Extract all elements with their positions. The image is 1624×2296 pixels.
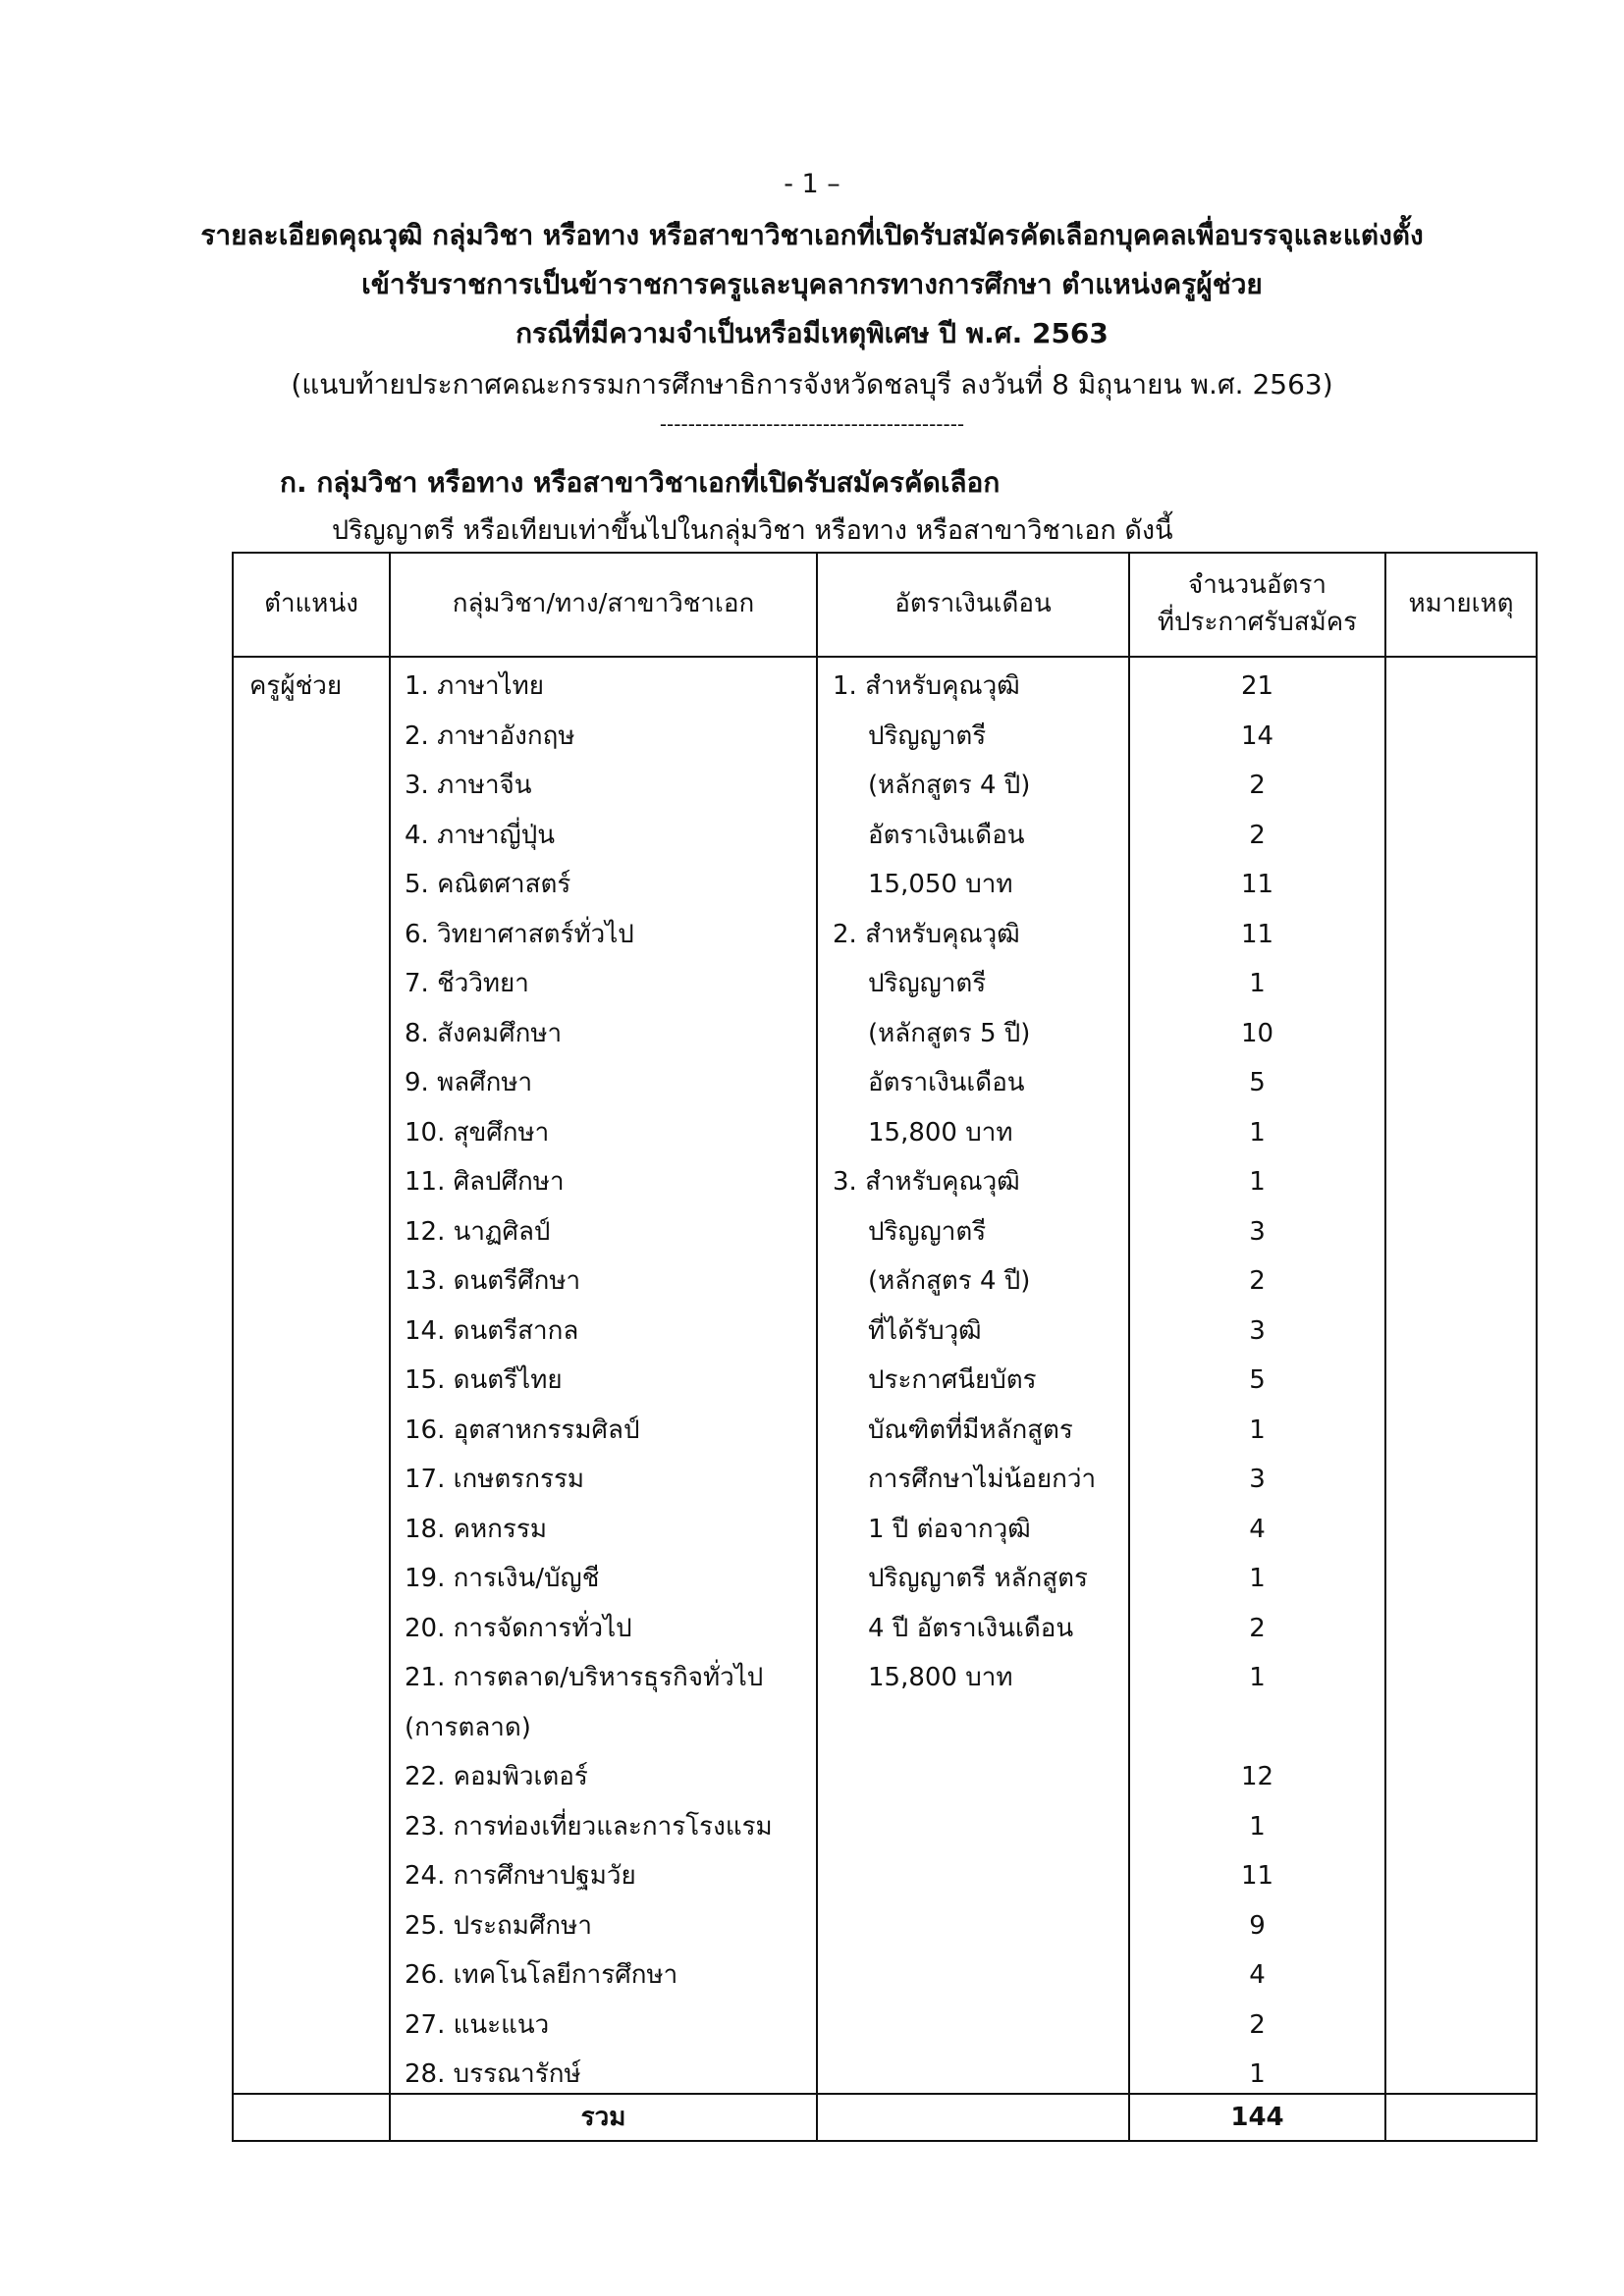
- document-title-line-3: กรณีที่มีความจำเป็นหรือมีเหตุพิเศษ ปี พ.ศ. 2563: [515, 317, 1109, 349]
- header-remark: [1386, 552, 1536, 658]
- position-cell: ครูผู้ช่วย: [249, 671, 343, 701]
- divider-line: -------------------------------------------: [659, 412, 965, 436]
- subject-item: 20. การจัดการทั่วไป: [405, 1613, 632, 1643]
- salary-line: 15,050 บาท: [868, 870, 1013, 899]
- header-salary: [818, 552, 1128, 658]
- document-title-line-1: รายละเอียดคุณวุฒิ กลุ่มวิชา หรือทาง หรือสาขาวิชาเอกที่เปิดรับสมัครคัดเลือกบุคคลเพื่อบรรจุและแต่งตั้ง: [200, 219, 1424, 251]
- subject-item: 14. ดนตรีสากล: [405, 1315, 579, 1346]
- subject-item: 28. บรรณารักษ์: [405, 2059, 581, 2089]
- count-value: 4: [1249, 1514, 1266, 1544]
- count-value: 11: [1240, 1861, 1274, 1891]
- subject-item: 12. นาฏศิลป์: [405, 1216, 551, 1247]
- count-value: 9: [1249, 1910, 1266, 1941]
- subject-item: 16. อุตสาหกรรมศิลป์: [405, 1415, 640, 1445]
- header-count-label-2: ที่ประกาศรับสมัคร: [1157, 608, 1358, 637]
- subject-item: 5. คณิตศาสตร์: [405, 870, 571, 899]
- column-divider: [1384, 552, 1386, 2142]
- count-value: 2: [1249, 820, 1266, 850]
- header-salary-label: อัตราเงินเดือน: [894, 589, 1052, 619]
- header-subject: [391, 552, 816, 658]
- salary-line: บัณฑิตที่มีหลักสูตร: [868, 1415, 1073, 1445]
- announcement-reference: (แนบท้ายประกาศคณะกรรมการศึกษาธิการจังหวัดชลบุรี ลงวันที่ 8 มิถุนายน พ.ศ. 2563): [291, 368, 1333, 400]
- salary-line: ปริญญาตรี: [868, 721, 987, 751]
- salary-line: ปริญญาตรี: [868, 969, 987, 998]
- count-value: 1: [1249, 1167, 1266, 1197]
- subject-item: 27. แนะแนว: [405, 2009, 550, 2040]
- count-value: 1: [1249, 1811, 1266, 1842]
- count-value: 12: [1240, 1762, 1274, 1791]
- salary-line: 1 ปี ต่อจากวุฒิ: [868, 1514, 1031, 1544]
- page-number: - 1 –: [784, 169, 840, 199]
- header-position: [234, 552, 389, 658]
- subject-item: 6. วิทยาศาสตร์ทั่วไป: [405, 919, 634, 949]
- salary-line: 4 ปี อัตราเงินเดือน: [868, 1613, 1074, 1643]
- subject-item: 15. ดนตรีไทย: [405, 1365, 563, 1395]
- count-value: 5: [1249, 1365, 1266, 1395]
- count-value: 1: [1249, 1117, 1266, 1148]
- salary-line: 2. สำหรับคุณวุฒิ: [833, 919, 1020, 949]
- count-value: 3: [1249, 1315, 1266, 1346]
- subject-item: 1. ภาษาไทย: [405, 671, 544, 701]
- salary-line: การศึกษาไม่น้อยกว่า: [868, 1465, 1097, 1494]
- salary-line: 15,800 บาท: [868, 1117, 1013, 1148]
- salary-line: 3. สำหรับคุณวุฒิ: [833, 1167, 1020, 1197]
- count-value: 10: [1240, 1018, 1274, 1048]
- salary-line: (หลักสูตร 5 ปี): [868, 1018, 1031, 1048]
- subject-item: 25. ประถมศึกษา: [405, 1910, 592, 1941]
- subject-item: 26. เทคโนโลยีการศึกษา: [405, 1960, 678, 1990]
- subject-item: 18. คหกรรม: [405, 1514, 547, 1544]
- subject-item: 9. พลศึกษา: [405, 1068, 533, 1097]
- document-title-line-2: เข้ารับราชการเป็นข้าราชการครูและบุคลากรทางการศึกษา ตำแหน่งครูผู้ช่วย: [361, 268, 1263, 300]
- count-value: 5: [1249, 1068, 1266, 1097]
- subject-item: 8. สังคมศึกษา: [405, 1018, 563, 1048]
- subject-item: 22. คอมพิวเตอร์: [405, 1762, 588, 1791]
- salary-line: (หลักสูตร 4 ปี): [868, 1266, 1031, 1296]
- total-count: 144: [1230, 2103, 1284, 2132]
- column-divider: [816, 552, 818, 2142]
- subject-item: 17. เกษตรกรรม: [405, 1465, 585, 1494]
- subject-item: 11. ศิลปศึกษา: [405, 1167, 565, 1197]
- subject-item: 3. ภาษาจีน: [405, 771, 532, 800]
- count-value: 3: [1249, 1216, 1266, 1247]
- subject-item: 2. ภาษาอังกฤษ: [405, 721, 575, 751]
- count-value: 2: [1249, 771, 1266, 800]
- subject-item: 4. ภาษาญี่ปุ่น: [405, 820, 555, 850]
- count-value: 2: [1249, 2009, 1266, 2040]
- salary-line: ที่ได้รับวุฒิ: [868, 1315, 982, 1346]
- positions-table: [232, 552, 1538, 2142]
- count-value: 3: [1249, 1465, 1266, 1494]
- table-border-right: [1536, 552, 1538, 2142]
- subject-item: 24. การศึกษาปฐมวัย: [405, 1861, 636, 1891]
- section-description: ปริญญาตรี หรือเทียบเท่าขึ้นไปในกลุ่มวิชา หรือทาง หรือสาขาวิชาเอก ดังนี้: [332, 515, 1173, 546]
- count-value: 2: [1249, 1613, 1266, 1643]
- subject-item: (การตลาด): [405, 1712, 531, 1742]
- header-count-label-1: จำนวนอัตรา: [1187, 570, 1327, 601]
- table-border-left: [232, 552, 234, 2142]
- subject-item: 13. ดนตรีศึกษา: [405, 1266, 581, 1296]
- count-value: 1: [1249, 1564, 1266, 1593]
- salary-line: 15,800 บาท: [868, 1663, 1013, 1692]
- count-value: 4: [1249, 1960, 1266, 1990]
- count-value: 2: [1249, 1266, 1266, 1296]
- column-divider: [389, 552, 391, 2142]
- count-value: 1: [1249, 2059, 1266, 2089]
- salary-line: (หลักสูตร 4 ปี): [868, 771, 1031, 800]
- salary-line: อัตราเงินเดือน: [868, 820, 1025, 850]
- section-heading: ก. กลุ่มวิชา หรือทาง หรือสาขาวิชาเอกที่เปิดรับสมัครคัดเลือก: [280, 466, 1001, 499]
- subject-item: 23. การท่องเที่ยวและการโรงแรม: [405, 1811, 773, 1842]
- header-count: [1130, 552, 1384, 658]
- salary-line: ปริญญาตรี: [868, 1216, 987, 1247]
- count-value: 11: [1240, 919, 1274, 949]
- salary-line: อัตราเงินเดือน: [868, 1068, 1025, 1097]
- subject-item: 21. การตลาด/บริหารธุรกิจทั่วไป: [405, 1663, 764, 1692]
- count-value: 21: [1240, 671, 1274, 701]
- salary-line: ประกาศนียบัตร: [868, 1365, 1037, 1395]
- salary-line: ปริญญาตรี หลักสูตร: [868, 1564, 1089, 1593]
- count-value: 14: [1240, 721, 1274, 751]
- count-value: 1: [1249, 969, 1266, 998]
- count-value: 1: [1249, 1663, 1266, 1692]
- count-value: 1: [1249, 1415, 1266, 1445]
- subject-item: 10. สุขศึกษา: [405, 1117, 550, 1148]
- header-subject-label: กลุ่มวิชา/ทาง/สาขาวิชาเอก: [452, 589, 755, 619]
- header-remark-label: หมายเหตุ: [1408, 589, 1514, 619]
- header-position-label: ตำแหน่ง: [264, 589, 358, 619]
- total-label: รวม: [580, 2103, 626, 2132]
- subject-item: 7. ชีววิทยา: [405, 969, 529, 998]
- subject-item: 19. การเงิน/บัญชี: [405, 1564, 600, 1593]
- salary-line: 1. สำหรับคุณวุฒิ: [833, 671, 1020, 701]
- count-value: 11: [1240, 870, 1274, 899]
